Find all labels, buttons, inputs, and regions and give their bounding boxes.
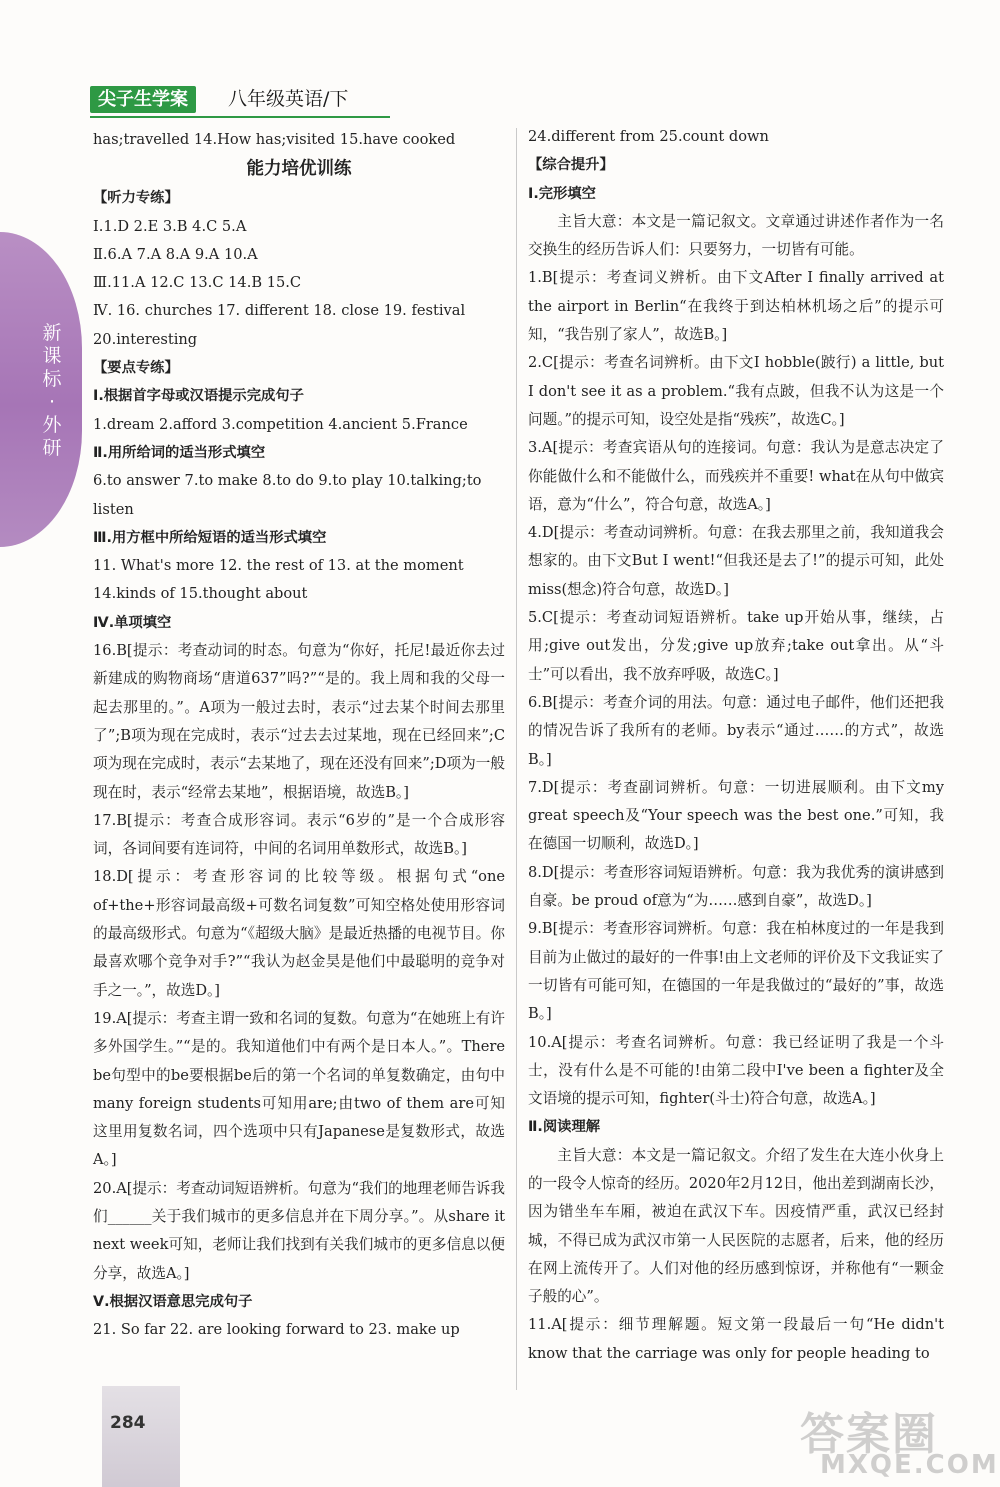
left-column-line: 17.B[提示：考查合成形容词。表示“6岁的”是一个合成形容词，各词间要有连词符，中间的名词用单数形式，故选B。] [93, 811, 505, 858]
page-number-band [102, 1386, 180, 1487]
right-column [528, 123, 944, 1368]
watermark-url: MXQE.COM [820, 1450, 999, 1480]
right-column-line: 7.D[提示：考查副词辨析。句意：一切进展顺利。由下文my great speech及“Your speech was the best one.”可知，我在德国一切顺利，故选D。] [528, 778, 944, 853]
left-column [93, 126, 505, 1344]
right-column-line: 3.A[提示：考查宾语从句的连接词。句意：我认为是意志决定了你能做什么和不能做什么，而残疾并不重要! what在从句中做宾语，意为“什么”，符合句意，故选A。] [528, 439, 944, 513]
left-column-line: Ⅰ.根据首字母或汉语提示完成句子 [93, 388, 304, 405]
left-column-line: 1.dream 2.afford 3.competition 4.ancient 5.France [93, 415, 468, 433]
right-column-line: 9.B[提示：考查形容词辨析。句意：我在柏林度过的一年是我到目前为止做过的最好的一件事!由上文老师的评价及下文我证实了一切皆有可能可知，在德国的一年是我做过的“最好的”事，故选B。] [528, 920, 944, 1023]
side-tab-label: 新课标·外研 [42, 322, 62, 459]
left-column-line: 能力培优训练 [246, 159, 352, 180]
brand-label: 尖子生学案 [90, 86, 196, 113]
left-column-line: Ⅰ.1.D 2.E 3.B 4.C 5.A [93, 217, 247, 235]
watermark-logo-text: 答案圈 [800, 1409, 938, 1460]
right-column-line: 11.A[提示：细节理解题。短文第一段最后一句“He didn't know that the carriage was only for people heading to [528, 1316, 944, 1362]
left-column-line: has;travelled 14.How has;visited 15.have cooked [93, 131, 456, 148]
left-column-line: 14.kinds of 15.thought about [93, 585, 308, 603]
left-column-line: 18.D[提示：考查形容词的比较等级。根据句式“one of+the+形容词最高级+可数名词复数”可知空格处使用形容词的最高级形式。句意为“《超级大脑》是最近热播的电视节目。你最喜欢哪个竞争对手?”“我认为赵金昊是他们中最聪明的竞争对手之一。”，故选D。] [93, 868, 505, 999]
left-column-line: 【听力专练】 [93, 190, 179, 207]
right-column-line: Ⅰ.完形填空 [528, 185, 596, 202]
left-column-line: Ⅴ.根据汉语意思完成句子 [93, 1293, 253, 1310]
right-column-line: 2.C[提示：考查名词辨析。由下文I hobble(跛行) a little, but I don't see it as a problem.“我有点跛，但我不认为这是一个问题。”的提示可知，设空处是指“残疾”，故选C。] [528, 354, 944, 428]
right-column-line: 5.C[提示：考查动词短语辨析。take up开始从事，继续，占用;give out发出，分发;give up放弃;take out拿出。从“斗士”可以看出，我不放弃呼吸，故选C。] [528, 609, 944, 683]
right-column-line: 【综合提升】 [528, 157, 614, 174]
column-divider [516, 128, 517, 1390]
left-column-line: 20.A[提示：考查动词短语辨析。句意为“我们的地理老师告诉我们______关于我们城市的更多信息并在下周分享。”。从share it next week可知，老师让我们找到有关我们城市的更多信息以便分享，故选A。] [93, 1179, 505, 1282]
right-column-line: 8.D[提示：考查形容词短语辨析。句意：我为我优秀的演讲感到自豪。be proud of意为“为……感到自豪”，故选D。] [528, 863, 944, 910]
right-column-line: 6.B[提示：考查介词的用法。句意：通过电子邮件，他们还把我的情况告诉了我所有的老师。by表示“通过……的方式”，故选B。] [528, 693, 944, 768]
left-column-line: Ⅳ. 16. churches 17. different 18. close 19. festival [93, 302, 466, 320]
header-rule [90, 116, 390, 118]
left-column-line: 19.A[提示：考查主谓一致和名词的复数。句意为“在她班上有许多外国学生。”“是的。我知道他们中有两个是日本人。”。There be句型中的be要根据be后的第一个名词的单复数确定，由句中many foreign students可知用are;由two of them are可知这里用复数名词，四个选项中只有Japanese是复数形式，故选A。] [93, 1009, 505, 1169]
left-column-line: 20.interesting [93, 330, 198, 348]
left-column-line: 【要点专练】 [93, 360, 179, 377]
book-subtitle: 八年级英语/下 [228, 88, 349, 110]
left-column-line: 11. What's more 12. the rest of 13. at the moment [93, 557, 464, 575]
right-column-line: 4.D[提示：考查动词辨析。句意：在我去那里之前，我知道我会想家的。由下文But I went!“但我还是去了!”的提示可知，此处miss(想念)符合句意，故选D。] [528, 524, 944, 598]
page-number: 284 [110, 1413, 146, 1433]
left-column-line: listen [93, 500, 134, 518]
right-column-line: 主旨大意：本文是一篇记叙文。文章通过讲述作者作为一名交换生的经历告诉人们：只要努力，一切皆有可能。 [528, 212, 944, 259]
left-column-line: 6.to answer 7.to make 8.to do 9.to play 10.talking;to [93, 472, 482, 490]
right-column-line: Ⅱ.阅读理解 [528, 1119, 601, 1136]
left-column-line: Ⅱ.6.A 7.A 8.A 9.A 10.A [93, 245, 258, 263]
left-column-line: Ⅱ.用所给词的适当形式填空 [93, 444, 266, 461]
left-column-line: 16.B[提示：考查动词的时态。句意为“你好，托尼!最近你去过新建成的购物商场“唐道637”吗?”“是的。我上周和我的父母一起去那里的。”。A项为一般过去时，表示“过去某个时间去那里了”;B项为现在完成时，表示“过去去过某地，现在已经回来”;C项为现在完成时，表示“去某地了，现在还没有回来”;D项为一般现在时，表示“经常去某地”，根据语境，故选B。] [93, 642, 505, 801]
right-column-line: 1.B[提示：考查词义辨析。由下文After I finally arrived at the airport in Berlin“在我终于到达柏林机场之后”的提示可知，“我告别了家人”，故选B。] [528, 269, 944, 344]
left-column-line: Ⅲ.用方框中所给短语的适当形式填空 [93, 529, 327, 546]
right-column-line: 24.different from 25.count down [528, 128, 769, 145]
left-column-line: Ⅳ.单项填空 [93, 614, 172, 631]
right-column-line: 主旨大意：本文是一篇记叙文。介绍了发生在大连小伙身上的一段令人惊奇的经历。2020年2月12日，他出差到湖南长沙，因为错坐车车厢，被迫在武汉下车。因疫情严重，武汉已经封城，不得已成为武汉市第一人民医院的志愿者，后来，他的经历在网上流传开了。人们对他的经历感到惊讶，并称他有“一颗金子般的心”。 [528, 1146, 944, 1306]
left-column-line: Ⅲ.11.A 12.C 13.C 14.B 15.C [93, 274, 302, 292]
right-column-line: 10.A[提示：考查名词辨析。句意：我已经证明了我是一个斗士，没有什么是不可能的!由第二段中I've been a fighter及全文语境的提示可知，fighter(斗士)符合句意，故选A。] [528, 1033, 944, 1108]
left-column-line: 21. So far 22. are looking forward to 23. make up [93, 1321, 460, 1339]
